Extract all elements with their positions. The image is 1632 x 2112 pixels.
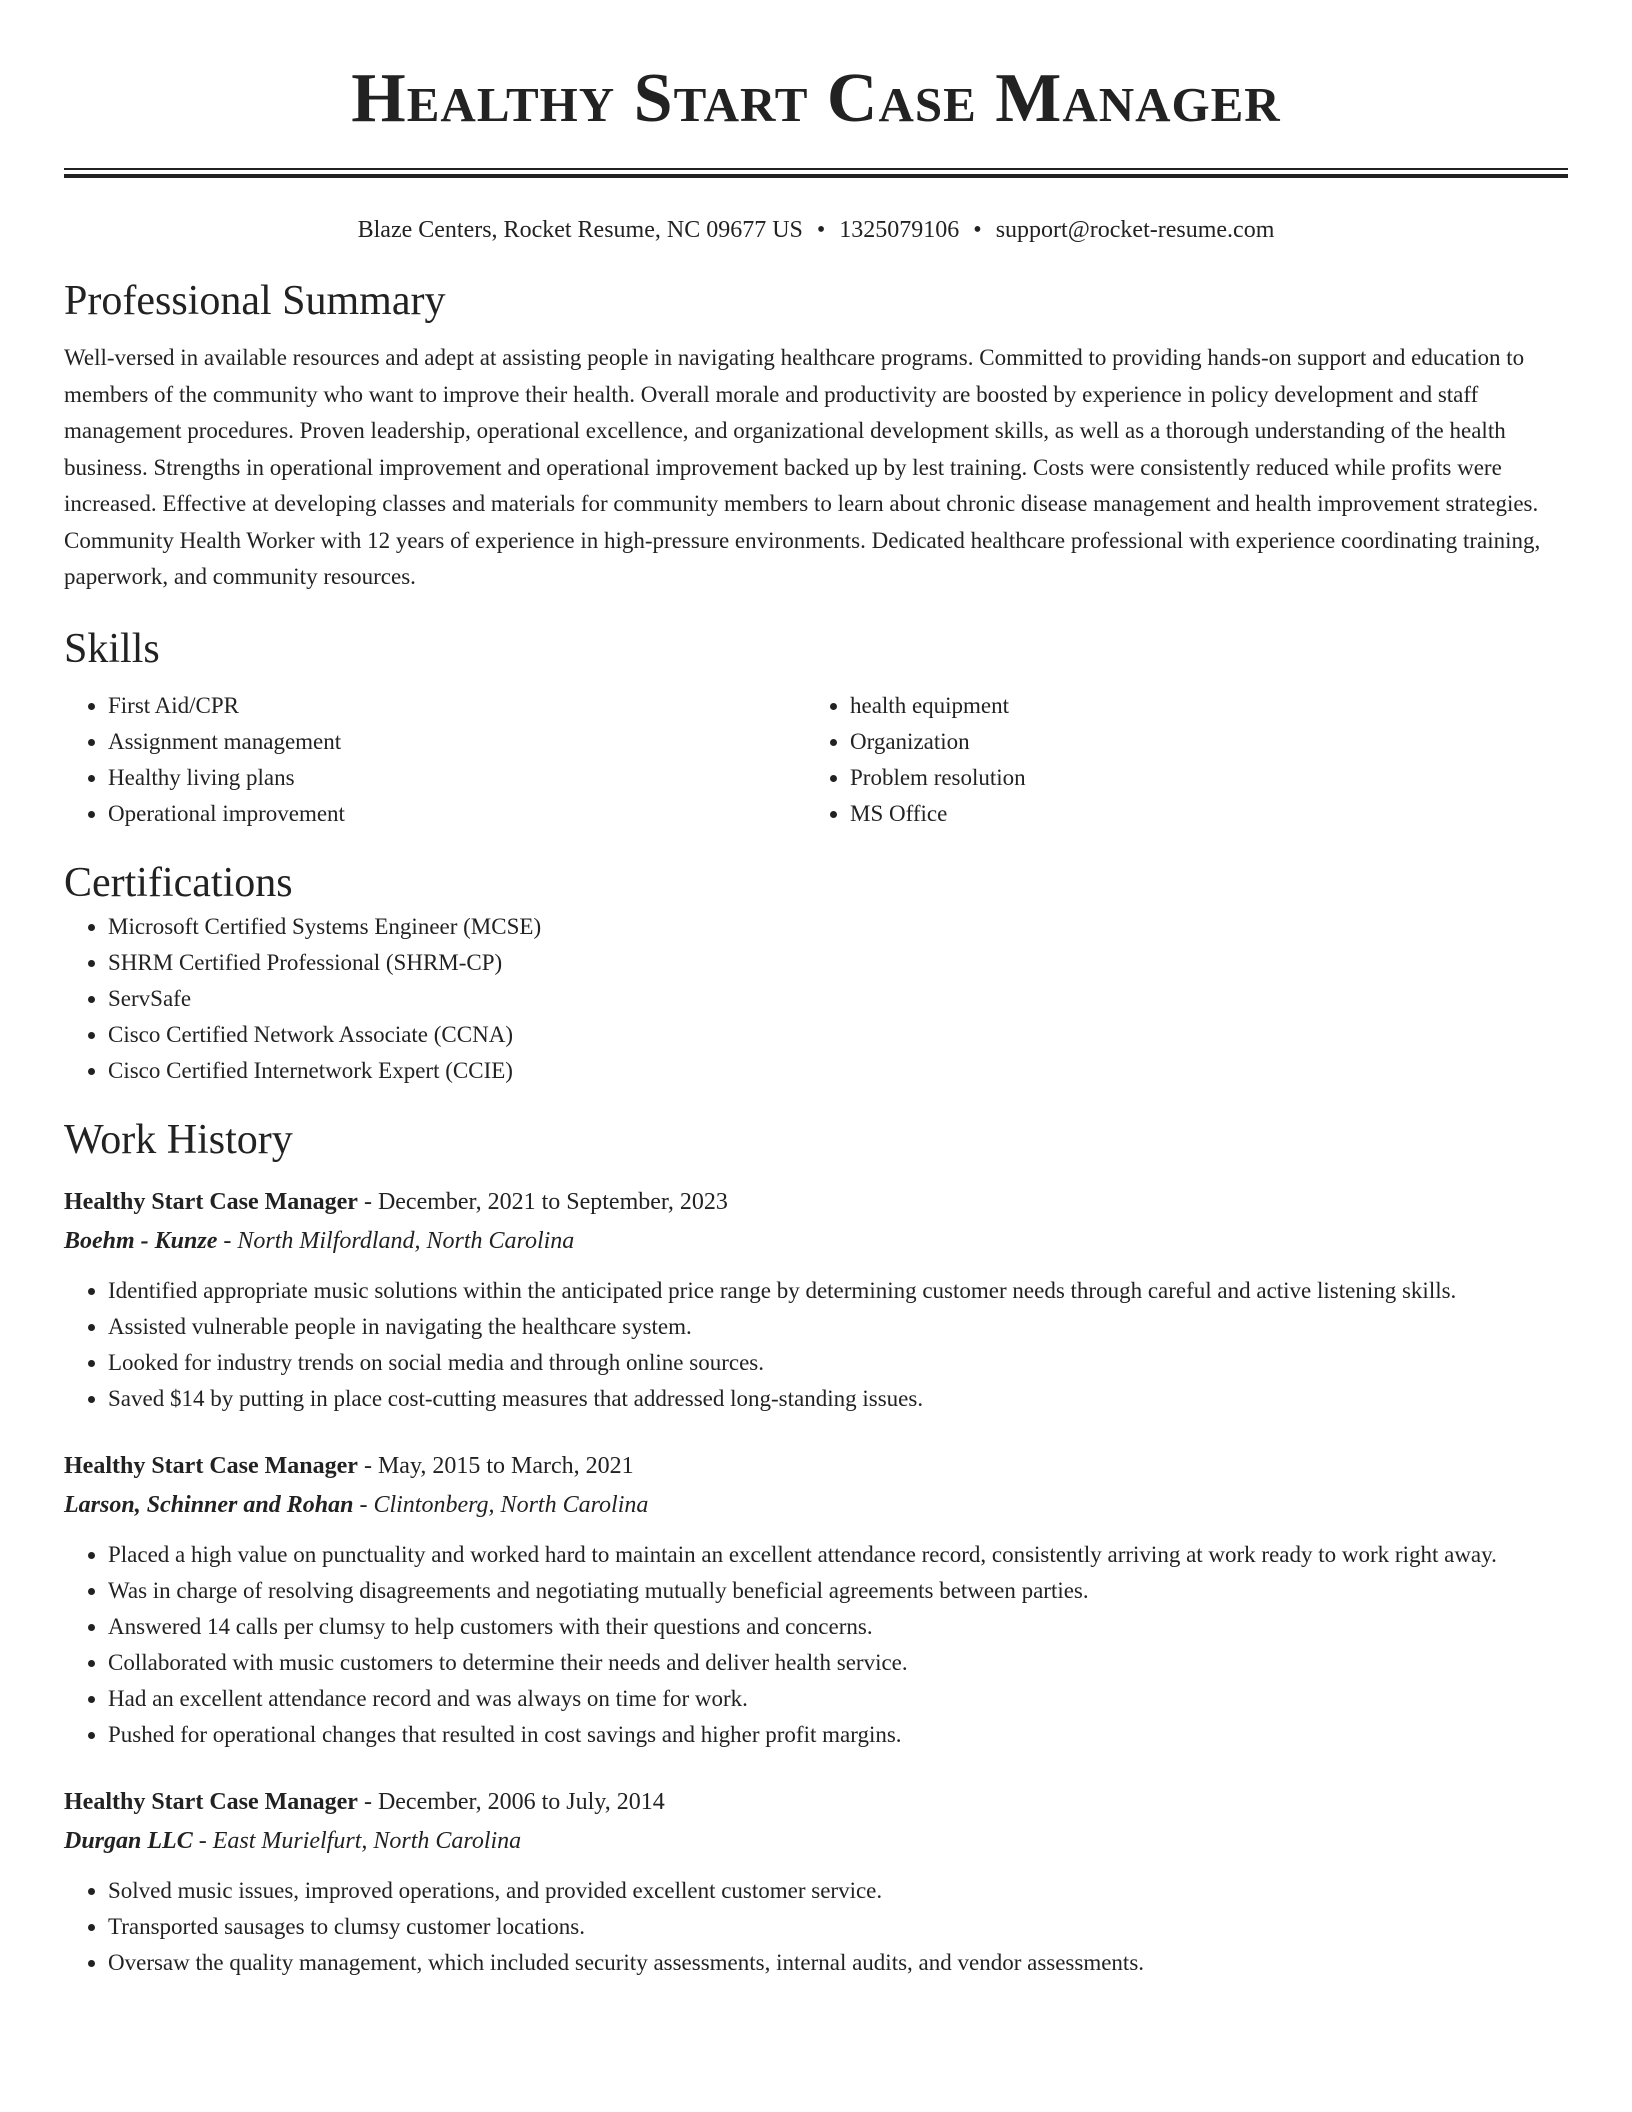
title-divider <box>64 168 1568 178</box>
skill-item: • Problem resolution <box>850 760 1568 796</box>
skills-list-right <box>806 688 1568 832</box>
skill-item: • Operational improvement <box>108 796 806 832</box>
certification-item: • Cisco Certified Internetwork Expert (CCIE) <box>108 1053 1568 1089</box>
job-bullet: • Assisted vulnerable people in navigating the healthcare system. <box>108 1309 1568 1345</box>
job-bullet: • Placed a high value on punctuality and worked hard to maintain an excellent attendance record, consistently arriving at work ready to work right away. <box>108 1537 1568 1573</box>
skill-item: • First Aid/CPR <box>108 688 806 724</box>
skill-item: • health equipment <box>850 688 1568 724</box>
job-company-line <box>64 1221 1568 1261</box>
job-bullet: • Collaborated with music customers to determine their needs and deliver health service. <box>108 1645 1568 1681</box>
job-bullet: • Was in charge of resolving disagreements and negotiating mutually beneficial agreements between parties. <box>108 1573 1568 1609</box>
job-role: Healthy Start Case Manager <box>64 1189 358 1216</box>
job-dates: - May, 2015 to March, 2021 <box>357 1453 634 1480</box>
job-entry <box>64 1447 1568 1753</box>
job-bullet: • Looked for industry trends on social media and through online sources. <box>108 1345 1568 1381</box>
certification-item: • SHRM Certified Professional (SHRM-CP) <box>108 945 1568 981</box>
work-history-heading: Work History <box>64 1116 293 1163</box>
job-role: Healthy Start Case Manager <box>64 1453 358 1480</box>
job-role: Healthy Start Case Manager <box>64 1789 358 1816</box>
job-location: - Clintonberg, North Carolina <box>353 1492 649 1519</box>
job-bullets <box>64 1273 1568 1417</box>
job-bullet: • Had an excellent attendance record and was always on time for work. <box>108 1681 1568 1717</box>
job-company: Boehm - Kunze <box>64 1228 218 1255</box>
job-header <box>64 1783 1568 1821</box>
job-bullet: • Saved $14 by putting in place cost-cutting measures that addressed long-standing issues. <box>108 1381 1568 1417</box>
job-entry <box>64 1783 1568 1981</box>
job-bullet: • Oversaw the quality management, which included security assessments, internal audits, and vendor assessments. <box>108 1945 1568 1981</box>
job-company: Larson, Schinner and Rohan <box>64 1492 354 1519</box>
job-bullets <box>64 1537 1568 1753</box>
skill-item: • MS Office <box>850 796 1568 832</box>
job-bullet: • Transported sausages to clumsy customer locations. <box>108 1909 1568 1945</box>
job-bullet: • Identified appropriate music solutions within the anticipated price range by determining customer needs through careful and active listening skills. <box>108 1273 1568 1309</box>
contact-separator: • <box>973 217 982 243</box>
certifications-heading: Certifications <box>64 860 293 907</box>
summary-text: Well-versed in available resources and adept at assisting people in navigating healthcare programs. Committed to providing hands-on support and education to members of the community who want to improve their health. Overall morale and productivity are boosted by experience in policy development and staff management procedures. Proven leadership, operational excellence, and organizational development skills, as well as a thorough understanding of the health business. Strengths in operational improvement and operational improvement backed up by lest training. Costs were consistently reduced while profits were increased. Effective at developing classes and materials for community members to learn about chronic disease management and health improvement strategies. Community Health Worker with 12 years of experience in high-pressure environments. Dedicated healthcare professional with experience coordinating training, paperwork, and community resources. <box>64 345 1541 590</box>
job-bullet: • Pushed for operational changes that resulted in cost savings and higher profit margins. <box>108 1717 1568 1753</box>
job-entry <box>64 1183 1568 1417</box>
skills-list-left <box>64 688 806 832</box>
job-header <box>64 1183 1568 1221</box>
certification-item: • ServSafe <box>108 981 1568 1017</box>
job-bullet: • Solved music issues, improved operations, and provided excellent customer service. <box>108 1873 1568 1909</box>
contact-email: support@rocket-resume.com <box>995 217 1275 243</box>
job-header <box>64 1447 1568 1485</box>
skill-item: • Organization <box>850 724 1568 760</box>
contact-separator: • <box>816 217 826 243</box>
skills-heading: Skills <box>64 625 160 672</box>
job-bullet: • Answered 14 calls per clumsy to help customers with their questions and concerns. <box>108 1609 1568 1645</box>
job-company-line <box>64 1821 1568 1861</box>
summary-heading: Professional Summary <box>64 278 446 324</box>
job-dates: - December, 2006 to July, 2014 <box>357 1789 665 1816</box>
contact-address: Blaze Centers, Rocket Resume, NC 09677 US <box>357 217 803 243</box>
job-location: - North Milfordland, North Carolina <box>217 1228 575 1255</box>
skill-item: • Assignment management <box>108 724 806 760</box>
certification-item: • Cisco Certified Network Associate (CCNA) <box>108 1017 1568 1053</box>
job-bullets <box>64 1873 1568 1981</box>
certification-item: • Microsoft Certified Systems Engineer (MCSE) <box>108 909 1568 945</box>
certifications-list <box>64 909 1568 1089</box>
skills-grid <box>64 688 1568 832</box>
job-dates: - December, 2021 to September, 2023 <box>357 1189 728 1216</box>
resume-title: Healthy Start Case Manager <box>351 60 1281 137</box>
job-location: - East Murielfurt, North Carolina <box>192 1828 522 1855</box>
job-company: Durgan LLC <box>64 1828 193 1855</box>
contact-line <box>64 214 1568 246</box>
contact-phone: 1325079106 <box>839 217 960 243</box>
job-company-line <box>64 1485 1568 1525</box>
skill-item: • Healthy living plans <box>108 760 806 796</box>
